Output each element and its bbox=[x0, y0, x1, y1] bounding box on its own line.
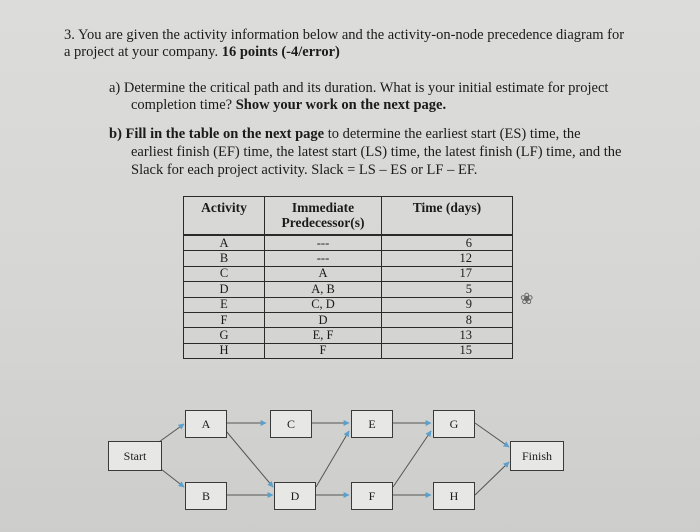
cell-predecessors: --- bbox=[265, 235, 382, 251]
node-h: H bbox=[433, 482, 475, 510]
edge-g-finish bbox=[475, 423, 509, 447]
cell-activity: F bbox=[184, 312, 265, 327]
header-time: Time (days) bbox=[382, 197, 513, 236]
cell-time: 12 bbox=[382, 251, 513, 266]
node-c: C bbox=[270, 410, 312, 438]
node-d: D bbox=[274, 482, 316, 510]
part-a-instruction: Show your work on the next page. bbox=[235, 97, 447, 113]
edge-a-d bbox=[226, 431, 273, 487]
cell-activity: H bbox=[184, 343, 265, 358]
edge-d-e bbox=[316, 431, 349, 487]
points-label: 16 points (-4/error) bbox=[221, 44, 340, 60]
header-pred-line-2: Predecessor(s) bbox=[281, 215, 365, 230]
cell-activity: A bbox=[184, 235, 265, 251]
node-a: A bbox=[185, 410, 227, 438]
cell-predecessors: A bbox=[265, 266, 382, 281]
node-f: F bbox=[351, 482, 393, 510]
cell-activity: B bbox=[184, 251, 265, 266]
question-line-1: 3. You are given the activity information below and the activity-on-node precedence diagram for bbox=[64, 27, 625, 43]
part-b-line-2: earliest finish (EF) time, the latest start (LS) time, the latest finish (LF) time, and the bbox=[131, 144, 622, 160]
cell-predecessors: A, B bbox=[265, 282, 382, 297]
part-a-line-1: a) Determine the critical path and its duration. What is your initial estimate for project bbox=[109, 80, 609, 96]
edge-h-finish bbox=[475, 462, 509, 495]
node-g: G bbox=[433, 410, 475, 438]
node-b: B bbox=[185, 482, 227, 510]
cell-time: 17 bbox=[382, 266, 513, 281]
cell-time: 15 bbox=[382, 343, 513, 358]
part-b-instruction: b) Fill in the table on the next page bbox=[109, 126, 325, 142]
node-e: E bbox=[351, 410, 393, 438]
question-intro: a project at your company. bbox=[64, 44, 219, 60]
cell-predecessors: D bbox=[265, 312, 382, 327]
edge-f-g bbox=[393, 431, 431, 487]
header-pred-line-1: Immediate bbox=[291, 200, 355, 215]
cell-time: 6 bbox=[382, 235, 513, 251]
cell-predecessors: C, D bbox=[265, 297, 382, 312]
cell-time: 8 bbox=[382, 312, 513, 327]
header-activity: Activity bbox=[184, 197, 265, 236]
cell-activity: E bbox=[184, 297, 265, 312]
cell-predecessors: F bbox=[265, 343, 382, 358]
decorative-flower-icon: ❀ bbox=[520, 291, 534, 308]
node-finish: Finish bbox=[510, 441, 564, 471]
node-start: Start bbox=[108, 441, 162, 471]
cell-activity: G bbox=[184, 328, 265, 343]
part-b-text: to determine the earliest start (ES) time, the bbox=[327, 126, 581, 142]
cell-activity: C bbox=[184, 266, 265, 281]
cell-predecessors: E, F bbox=[265, 328, 382, 343]
part-a-text: completion time? bbox=[131, 97, 233, 113]
cell-time: 5 bbox=[382, 282, 513, 297]
part-b-line-3: Slack for each project activity. Slack = LS – ES or LF – EF. bbox=[131, 162, 478, 178]
cell-activity: D bbox=[184, 282, 265, 297]
cell-time: 13 bbox=[382, 328, 513, 343]
cell-predecessors: --- bbox=[265, 251, 382, 266]
cell-time: 9 bbox=[382, 297, 513, 312]
